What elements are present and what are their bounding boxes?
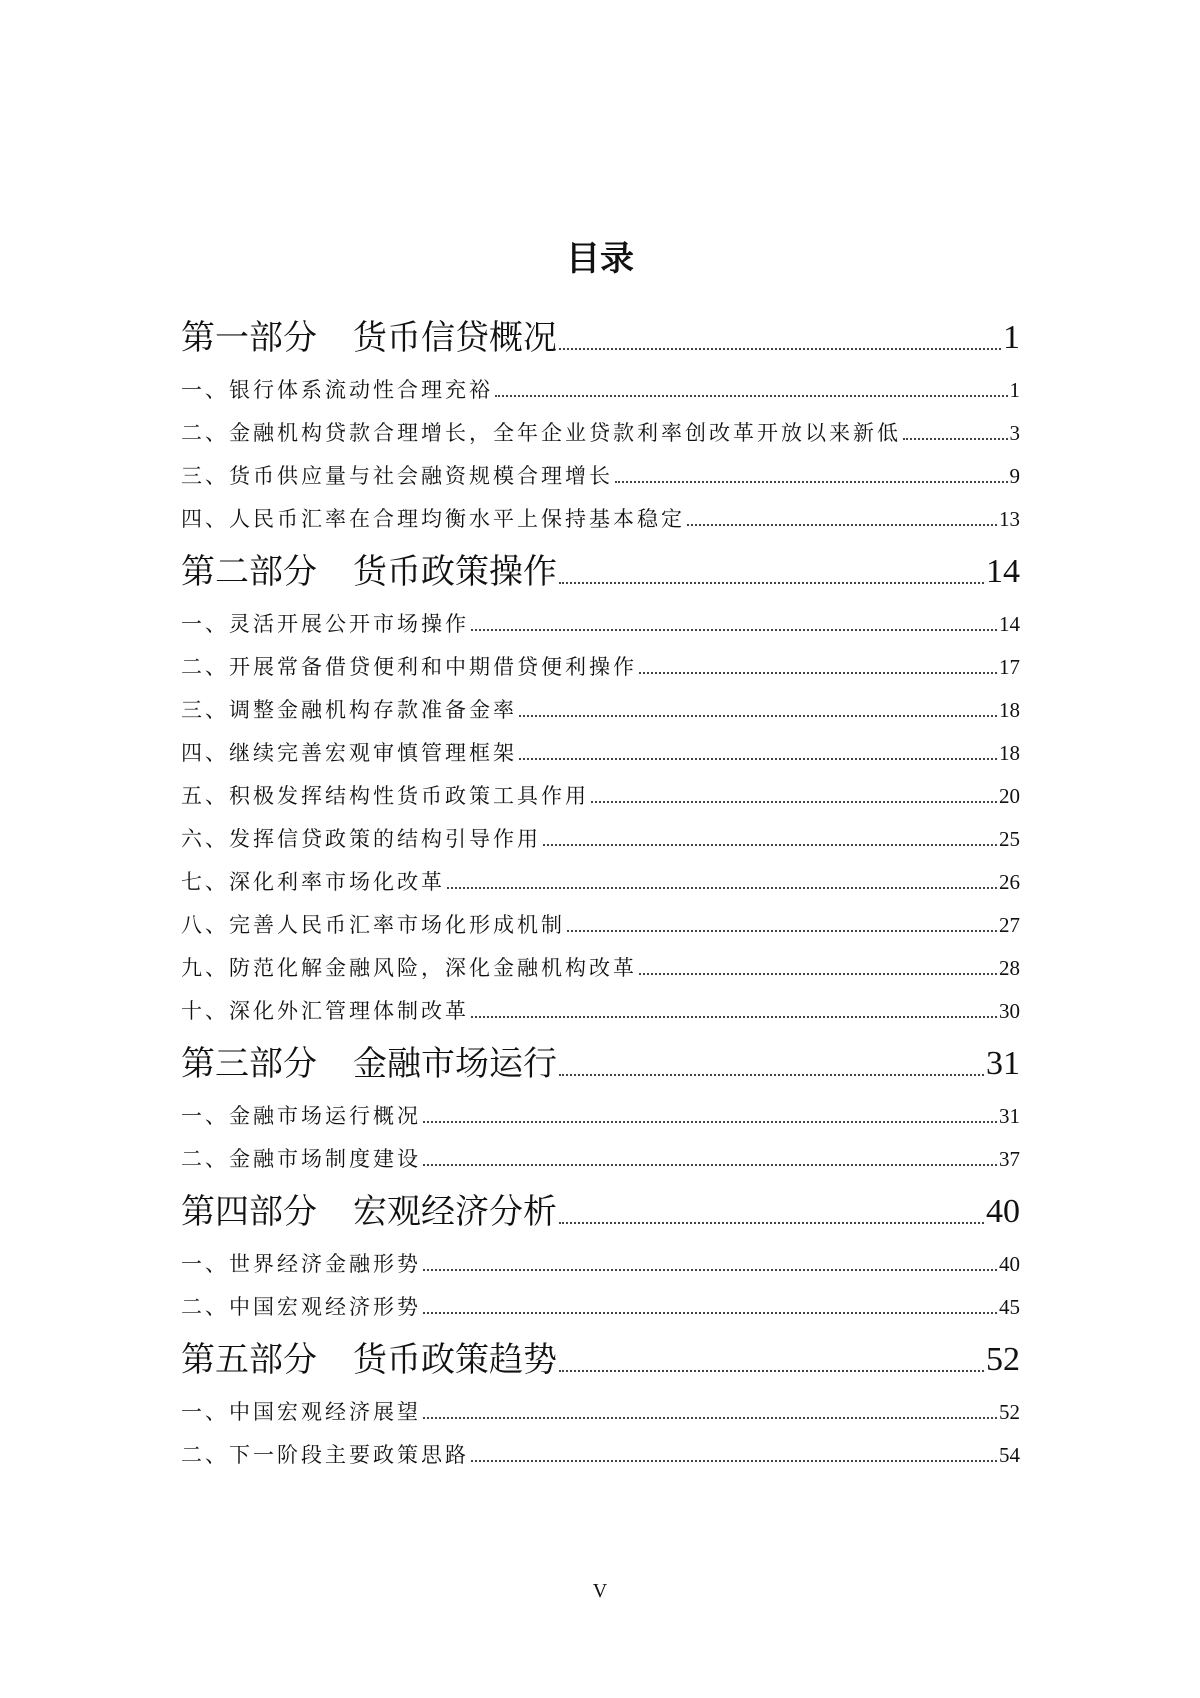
dot-leader bbox=[471, 1460, 997, 1462]
toc-part-2[interactable] bbox=[181, 534, 1020, 596]
dot-leader bbox=[423, 1121, 997, 1123]
toc-section-1-2[interactable] bbox=[181, 405, 1020, 448]
toc-section-5-2[interactable] bbox=[181, 1427, 1020, 1470]
toc-section-label: 二、金融市场制度建设 bbox=[181, 1147, 421, 1171]
toc-section-2-9[interactable] bbox=[181, 940, 1020, 983]
dot-leader bbox=[495, 395, 1008, 397]
toc-page-number: 14 bbox=[999, 612, 1020, 636]
toc-section-label: 七、深化利率市场化改革 bbox=[181, 870, 445, 894]
toc-page-number: 37 bbox=[999, 1147, 1020, 1171]
toc-page-number: 54 bbox=[999, 1443, 1020, 1467]
toc-page-number: 52 bbox=[986, 1341, 1020, 1378]
toc-section-2-10[interactable] bbox=[181, 983, 1020, 1026]
toc-page-number: 14 bbox=[986, 553, 1020, 590]
toc-page-number: 1 bbox=[1009, 378, 1020, 402]
toc-part-5[interactable] bbox=[181, 1322, 1020, 1384]
toc-section-label: 一、世界经济金融形势 bbox=[181, 1252, 421, 1276]
toc-part-heading bbox=[181, 318, 557, 362]
toc-section-1-4[interactable] bbox=[181, 491, 1020, 534]
toc-page-number: 20 bbox=[999, 784, 1020, 808]
toc-section-2-1[interactable] bbox=[181, 596, 1020, 639]
dot-leader bbox=[447, 887, 997, 889]
toc-part-title: 货币信贷概况 bbox=[353, 318, 557, 358]
dot-leader bbox=[543, 844, 997, 846]
dot-leader bbox=[903, 438, 1008, 440]
toc-section-2-2[interactable] bbox=[181, 639, 1020, 682]
dot-leader bbox=[423, 1312, 997, 1314]
toc-page-number: 28 bbox=[999, 956, 1020, 980]
toc-section-label: 二、开展常备借贷便利和中期借贷便利操作 bbox=[181, 655, 637, 679]
dot-leader bbox=[687, 524, 997, 526]
toc-part-title: 货币政策趋势 bbox=[353, 1340, 557, 1380]
toc-section-label: 一、金融市场运行概况 bbox=[181, 1104, 421, 1128]
toc-section-4-1[interactable] bbox=[181, 1236, 1020, 1279]
toc-part-label: 第四部分 bbox=[181, 1192, 317, 1232]
toc-section-2-7[interactable] bbox=[181, 854, 1020, 897]
toc-section-2-5[interactable] bbox=[181, 768, 1020, 811]
toc-section-1-3[interactable] bbox=[181, 448, 1020, 491]
toc-section-2-8[interactable] bbox=[181, 897, 1020, 940]
toc-part-title: 宏观经济分析 bbox=[353, 1192, 557, 1232]
toc-page-number: 1 bbox=[1003, 319, 1020, 356]
toc-section-label: 二、下一阶段主要政策思路 bbox=[181, 1443, 469, 1467]
toc-section-5-1[interactable] bbox=[181, 1384, 1020, 1427]
toc-section-1-1[interactable] bbox=[181, 362, 1020, 405]
toc-section-label: 二、金融机构贷款合理增长，全年企业贷款利率创改革开放以来新低 bbox=[181, 421, 901, 445]
dot-leader bbox=[423, 1417, 997, 1419]
toc-section-label: 二、中国宏观经济形势 bbox=[181, 1295, 421, 1319]
toc-page-number: 45 bbox=[999, 1295, 1020, 1319]
toc-part-title: 金融市场运行 bbox=[353, 1044, 557, 1084]
toc-page-number: 31 bbox=[986, 1045, 1020, 1082]
toc-part-1[interactable] bbox=[181, 300, 1020, 362]
page-number: V bbox=[592, 1580, 608, 1602]
dot-leader bbox=[559, 348, 1001, 350]
toc-section-label: 一、灵活开展公开市场操作 bbox=[181, 612, 469, 636]
toc-section-label: 四、人民币汇率在合理均衡水平上保持基本稳定 bbox=[181, 507, 685, 531]
toc-section-label: 三、货币供应量与社会融资规模合理增长 bbox=[181, 464, 613, 488]
dot-leader bbox=[559, 1222, 984, 1224]
dot-leader bbox=[639, 973, 997, 975]
dot-leader bbox=[615, 481, 1008, 483]
dot-leader bbox=[591, 801, 997, 803]
dot-leader bbox=[567, 930, 997, 932]
toc-page-number: 40 bbox=[986, 1193, 1020, 1230]
table-of-contents bbox=[181, 300, 1020, 1470]
toc-part-heading bbox=[181, 1192, 557, 1236]
toc-section-label: 三、调整金融机构存款准备金率 bbox=[181, 698, 517, 722]
toc-section-2-6[interactable] bbox=[181, 811, 1020, 854]
toc-section-3-2[interactable] bbox=[181, 1131, 1020, 1174]
toc-page-number: 40 bbox=[999, 1252, 1020, 1276]
toc-part-label: 第二部分 bbox=[181, 552, 317, 592]
dot-leader bbox=[519, 715, 997, 717]
toc-page-number: 30 bbox=[999, 999, 1020, 1023]
toc-page-number: 18 bbox=[999, 741, 1020, 765]
toc-part-3[interactable] bbox=[181, 1026, 1020, 1088]
toc-page-number: 9 bbox=[1009, 464, 1020, 488]
toc-part-label: 第五部分 bbox=[181, 1340, 317, 1380]
toc-part-heading bbox=[181, 1044, 557, 1088]
toc-page-number: 13 bbox=[999, 507, 1020, 531]
toc-page-number: 3 bbox=[1009, 421, 1020, 445]
toc-page-number: 26 bbox=[999, 870, 1020, 894]
toc-section-3-1[interactable] bbox=[181, 1088, 1020, 1131]
dot-leader bbox=[471, 629, 997, 631]
toc-part-heading bbox=[181, 552, 557, 596]
dot-leader bbox=[519, 758, 997, 760]
dot-leader bbox=[559, 582, 984, 584]
dot-leader bbox=[423, 1269, 997, 1271]
toc-section-label: 六、发挥信贷政策的结构引导作用 bbox=[181, 827, 541, 851]
dot-leader bbox=[639, 672, 997, 674]
toc-section-4-2[interactable] bbox=[181, 1279, 1020, 1322]
toc-part-title: 货币政策操作 bbox=[353, 552, 557, 592]
toc-page-number: 17 bbox=[999, 655, 1020, 679]
toc-section-label: 九、防范化解金融风险，深化金融机构改革 bbox=[181, 956, 637, 980]
toc-page-number: 52 bbox=[999, 1400, 1020, 1424]
toc-section-label: 四、继续完善宏观审慎管理框架 bbox=[181, 741, 517, 765]
toc-page-number: 25 bbox=[999, 827, 1020, 851]
toc-page-number: 27 bbox=[999, 913, 1020, 937]
toc-page-number: 31 bbox=[999, 1104, 1020, 1128]
toc-section-label: 十、深化外汇管理体制改革 bbox=[181, 999, 469, 1023]
toc-section-label: 五、积极发挥结构性货币政策工具作用 bbox=[181, 784, 589, 808]
toc-page-number: 18 bbox=[999, 698, 1020, 722]
toc-section-2-4[interactable] bbox=[181, 725, 1020, 768]
toc-section-label: 一、银行体系流动性合理充裕 bbox=[181, 378, 493, 402]
toc-section-label: 八、完善人民币汇率市场化形成机制 bbox=[181, 913, 565, 937]
toc-section-2-3[interactable] bbox=[181, 682, 1020, 725]
toc-section-label: 一、中国宏观经济展望 bbox=[181, 1400, 421, 1424]
page-title: 目录 bbox=[566, 238, 634, 279]
dot-leader bbox=[471, 1016, 997, 1018]
toc-part-label: 第一部分 bbox=[181, 318, 317, 358]
toc-part-label: 第三部分 bbox=[181, 1044, 317, 1084]
dot-leader bbox=[559, 1074, 984, 1076]
toc-part-heading bbox=[181, 1340, 557, 1384]
dot-leader bbox=[423, 1164, 997, 1166]
dot-leader bbox=[559, 1370, 984, 1372]
toc-part-4[interactable] bbox=[181, 1174, 1020, 1236]
